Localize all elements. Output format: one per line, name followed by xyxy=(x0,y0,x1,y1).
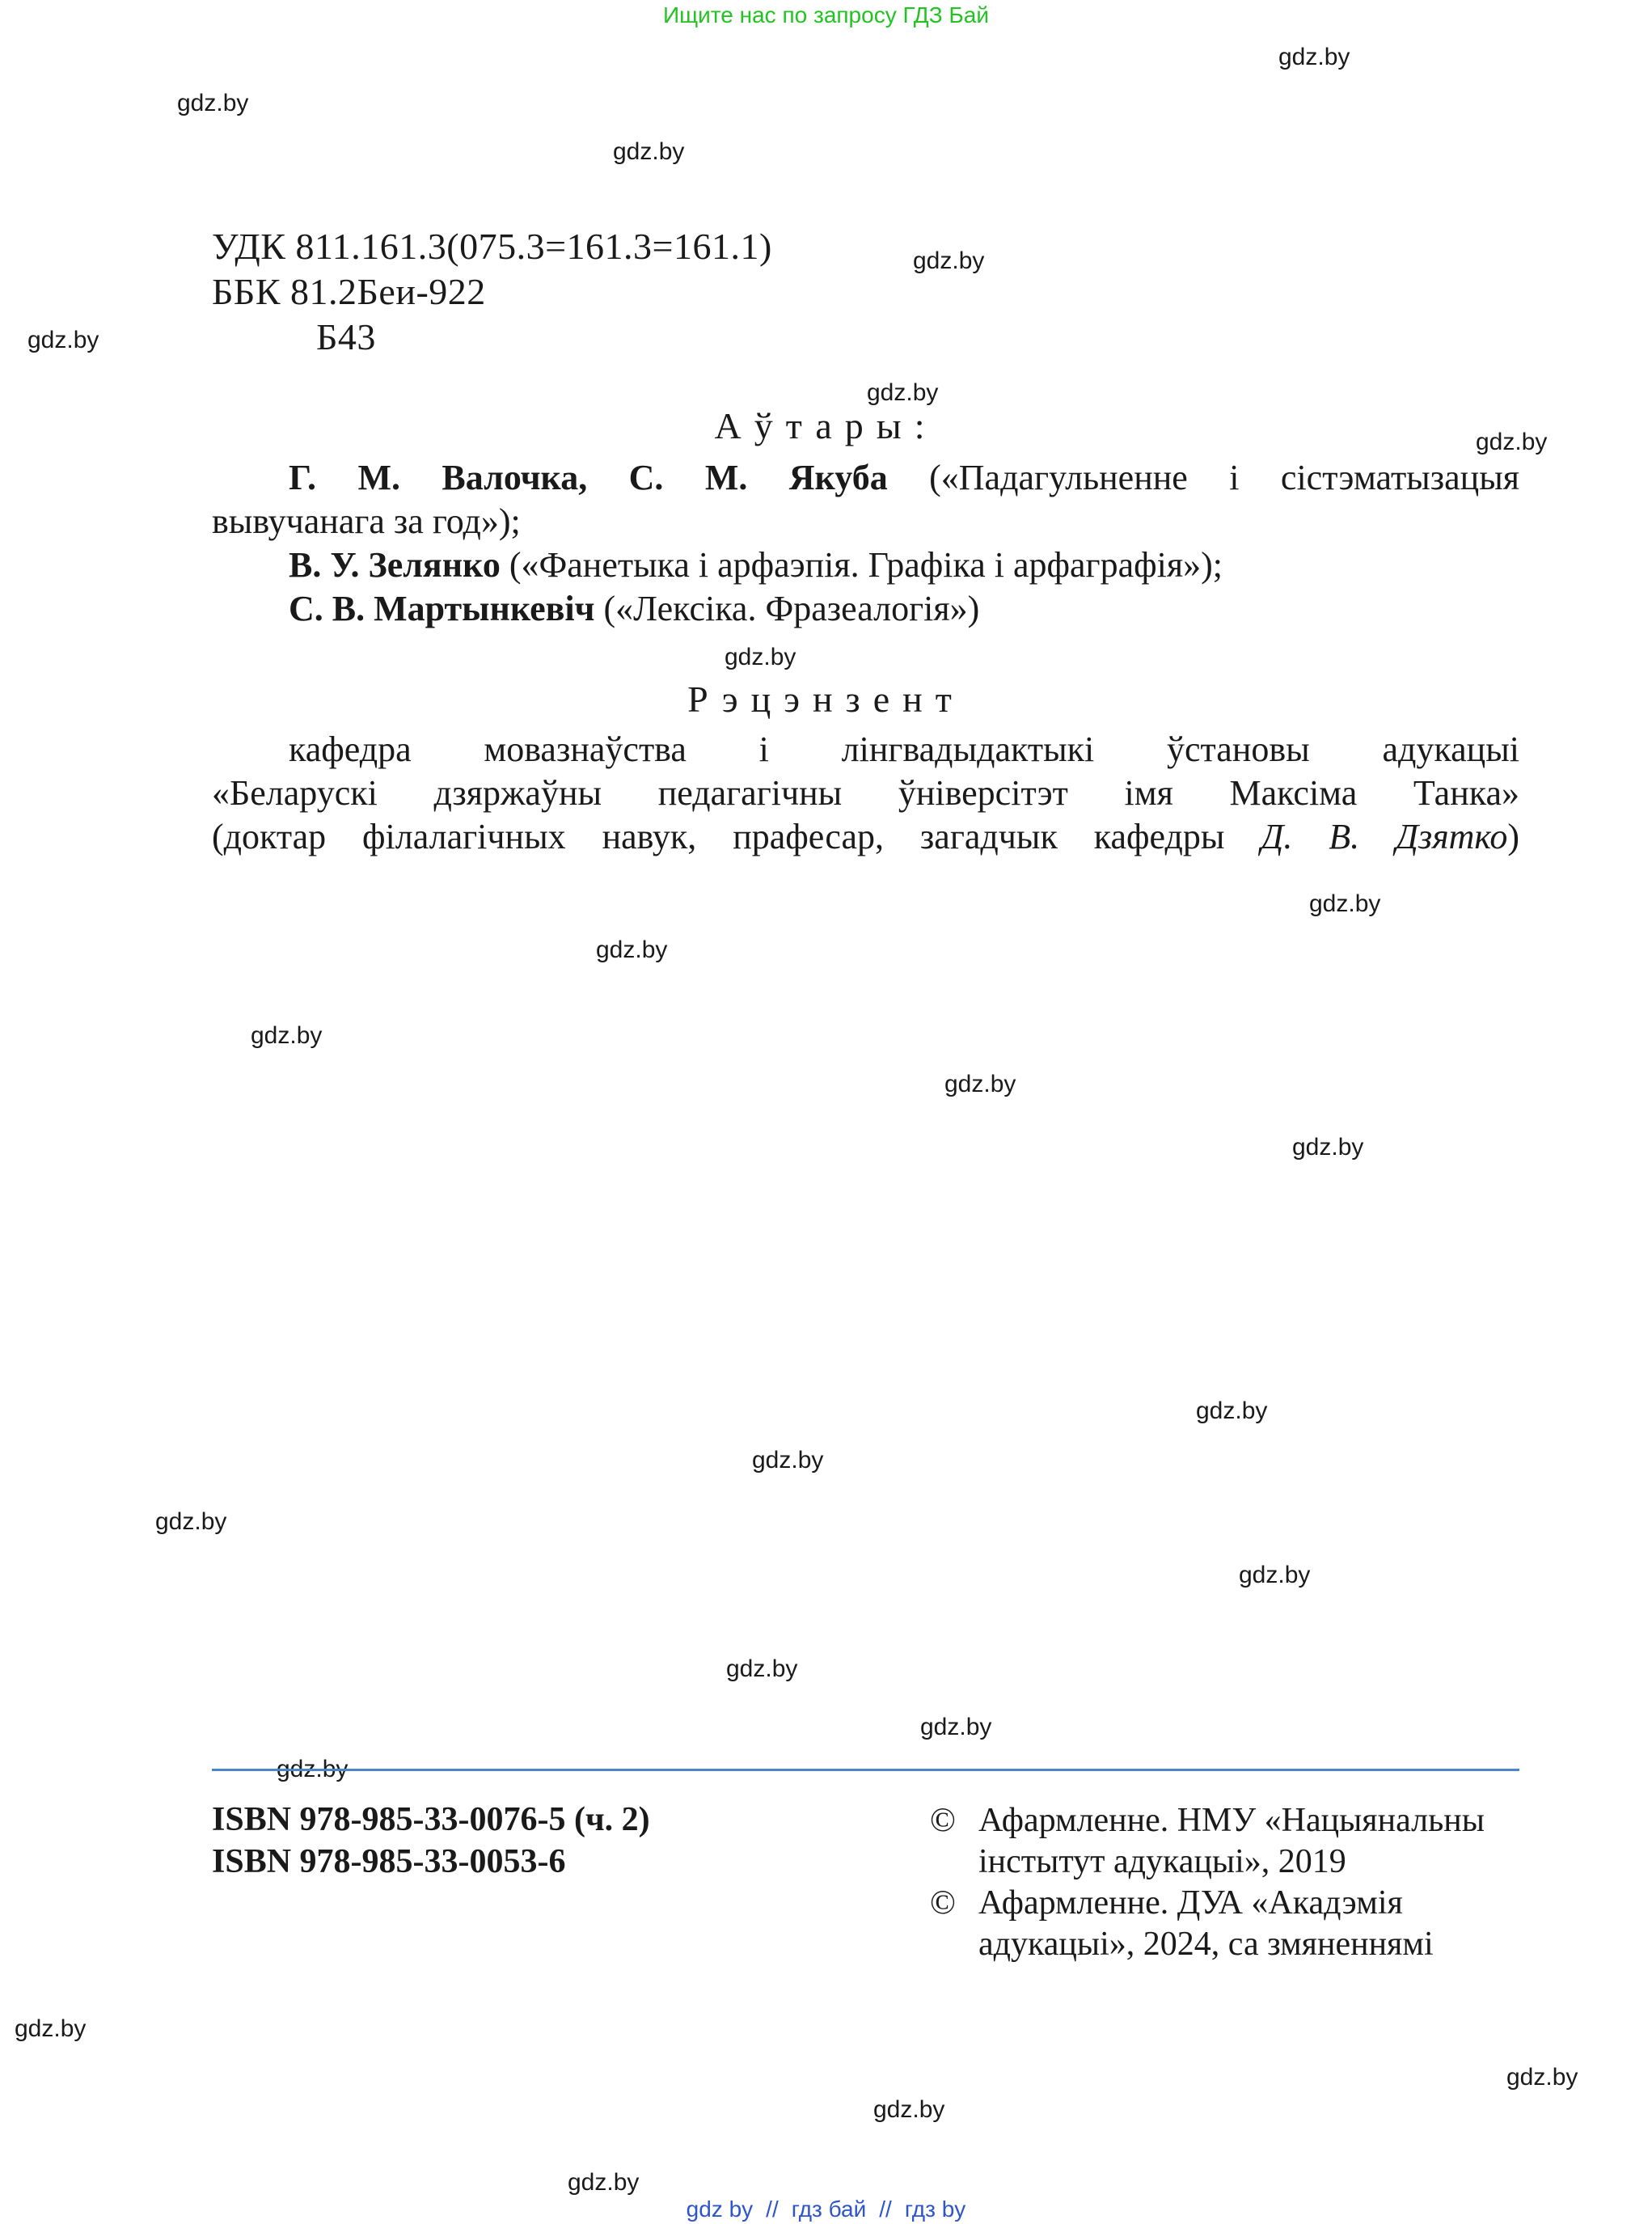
authors-heading: Аўтары: xyxy=(714,405,938,446)
search-hint: Ищите нас по запросу ГДЗ Бай xyxy=(662,2,990,27)
udk-code: УДК 811.161.3(075.3=161.3=161.1) xyxy=(212,226,772,267)
watermark: gdz.by xyxy=(725,644,796,670)
watermark: gdz.by xyxy=(1506,2064,1578,2091)
watermark: gdz.by xyxy=(752,1447,824,1474)
copyright-entry xyxy=(930,1883,1520,1965)
reviewer-line-end: ) xyxy=(1507,817,1519,856)
nav-link-gdz-bai[interactable]: гдз бай xyxy=(791,2197,867,2222)
watermark: gdz.by xyxy=(1196,1397,1268,1424)
author-mark: Б43 xyxy=(316,316,376,357)
watermark: gdz.by xyxy=(873,2096,945,2123)
watermark: gdz.by xyxy=(867,379,939,406)
watermark: gdz.by xyxy=(277,1756,349,1782)
watermark: gdz.by xyxy=(251,1022,323,1049)
watermark: gdz.by xyxy=(920,1714,992,1740)
watermark: gdz.by xyxy=(596,937,668,963)
watermark: gdz.by xyxy=(944,1071,1016,1097)
copyright-block xyxy=(930,1800,1520,1965)
copyright-line: адукацыі», 2024, са змяненнямі xyxy=(978,1926,1434,1963)
author-work: вывучанага за год»); xyxy=(212,501,521,541)
watermark: gdz.by xyxy=(913,247,985,274)
nav-link-gdz-by[interactable]: gdz by xyxy=(686,2197,754,2222)
watermark: gdz.by xyxy=(1309,890,1381,917)
nav-link-gdz-by-cyr[interactable]: гдз by xyxy=(904,2197,966,2222)
reviewer-line: «Беларускі дзяржаўны педагагічны ўніверсітэт імя Максіма Танка» xyxy=(212,773,1519,813)
nav-separator: // xyxy=(879,2197,892,2222)
reviewer-line: (доктар філалагічных навук, прафесар, загадчык кафедры xyxy=(212,817,1261,856)
isbn-set: ISBN 978-985-33-0053-6 xyxy=(212,1843,566,1880)
authors-list xyxy=(212,456,1519,631)
author-work: («Фанетыка і арфаэпія. Графіка і арфаграфія»); xyxy=(500,545,1223,585)
author-names: Г. М. Валочка, С. М. Якуба xyxy=(289,458,888,497)
watermark: gdz.by xyxy=(1292,1134,1364,1161)
watermark: gdz.by xyxy=(613,138,685,165)
copyright-entry xyxy=(930,1800,1520,1883)
author-work: («Лексіка. Фразеалогія») xyxy=(594,589,980,628)
watermark: gdz.by xyxy=(155,1508,227,1535)
watermark: gdz.by xyxy=(1278,44,1350,70)
author-work: («Падагульненне і сістэматызацыя xyxy=(887,458,1519,497)
reviewer-heading: Рэцэнзент xyxy=(687,679,965,720)
watermark: gdz.by xyxy=(177,90,249,116)
divider xyxy=(212,1769,1519,1771)
copyright-line: Афармленне. ДУА «Акадэмія xyxy=(978,1884,1403,1922)
watermark: gdz.by xyxy=(1239,1562,1311,1588)
bbk-code: ББК 81.2Беи-922 xyxy=(212,271,486,312)
watermark: gdz.by xyxy=(27,327,99,353)
author-names: С. В. Мартынкевіч xyxy=(289,589,595,628)
copyright-icon: © xyxy=(930,1884,956,1922)
bottom-nav xyxy=(0,2197,1652,2222)
reviewer-line: кафедра мовазнаўства і лінгвадыдактыкі ўстановы адукацыі xyxy=(289,729,1519,769)
reviewer-head-name: Д. В. Дзятко xyxy=(1261,817,1508,856)
copyright-line: інстытут адукацыі», 2019 xyxy=(978,1843,1346,1880)
copyright-icon: © xyxy=(930,1802,956,1839)
nav-separator: // xyxy=(766,2197,779,2222)
isbn-part: ISBN 978-985-33-0076-5 (ч. 2) xyxy=(212,1801,650,1838)
watermark: gdz.by xyxy=(726,1655,798,1682)
reviewer-text xyxy=(212,728,1519,859)
copyright-line: Афармленне. НМУ «Нацыянальны xyxy=(978,1802,1485,1839)
author-names: В. У. Зелянко xyxy=(289,545,501,585)
watermark: gdz.by xyxy=(1476,429,1548,455)
watermark: gdz.by xyxy=(15,2015,87,2042)
watermark: gdz.by xyxy=(568,2169,640,2196)
